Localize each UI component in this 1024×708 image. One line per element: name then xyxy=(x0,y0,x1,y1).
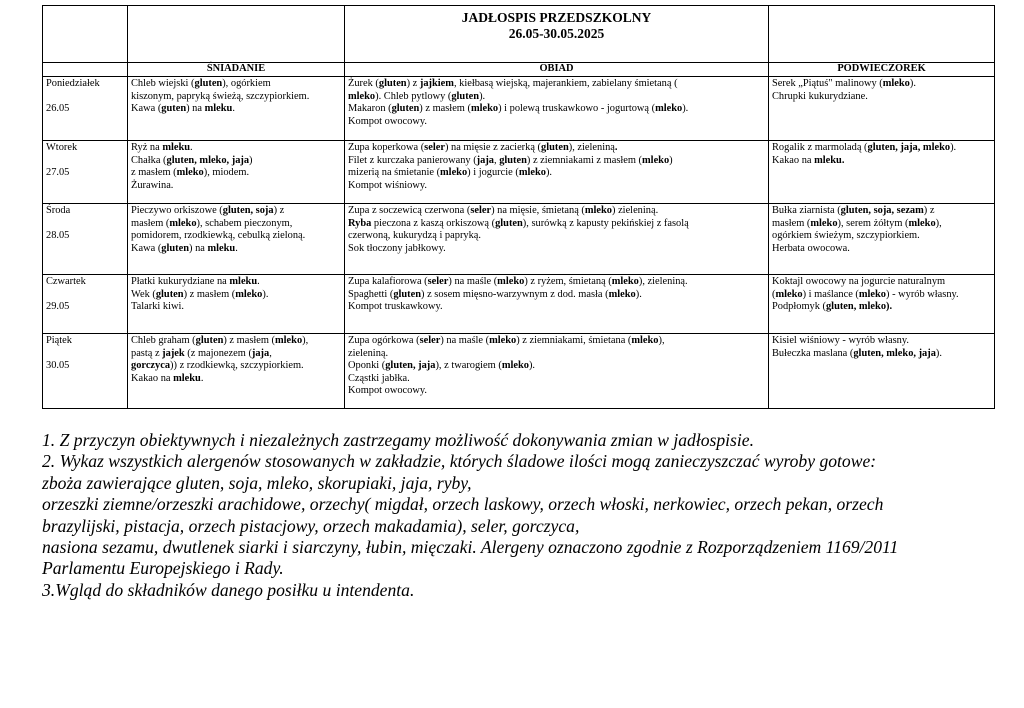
meal-line: Żurawina. xyxy=(131,179,174,191)
meal-line: pastą z jajek (z majonezem (jaja, xyxy=(131,347,272,359)
meal-line: Żurek (gluten) z jajkiem, kiełbasą wiejską, majerankiem, zabielany śmietaną ( xyxy=(348,78,678,89)
meal-line: Chrupki kukurydziane. xyxy=(772,90,868,102)
meal-line: Bułka ziarnista (gluten, soja, sezam) z xyxy=(772,205,935,216)
note-line: 2. Wykaz wszystkich alergenów stosowanych w zakładzie, których śladowe ilości mogą zanieczyszczać wyroby gotowe: xyxy=(42,451,877,472)
meal-line: Płatki kukurydziane na mleku. xyxy=(131,276,260,287)
meal-line: Spaghetti (gluten) z sosem mięsno-warzywnym z dod. masła (mleko). xyxy=(348,288,642,300)
meal-line: Ryż na mleku. xyxy=(131,142,193,153)
meal-line: ogórkiem świeżym, szczypiorkiem. xyxy=(772,230,920,242)
note-line: orzeszki ziemne/orzeszki arachidowe, orzechy( migdał, orzech laskowy, orzech włoski, nerkowiec, orzech pekan, orzech xyxy=(42,494,884,515)
note-line: 1. Z przyczyn obiektywnych i niezależnych zastrzegamy możliwość dokonywania zmian w jadłospisie. xyxy=(42,430,754,450)
breakfast-cell xyxy=(128,275,345,334)
snack-cell xyxy=(769,141,995,204)
day-cell xyxy=(43,204,128,275)
title-cell xyxy=(345,6,769,63)
meal-line: Zupa kalafiorowa (seler) na maśle (mleko) z ryżem, śmietaną (mleko), zieleniną. xyxy=(348,276,688,287)
meal-line: Chałka (gluten, mleko, jaja) xyxy=(131,154,253,166)
note-line: 3.Wgląd do składników danego posiłku u intendenta. xyxy=(42,579,415,600)
breakfast-cell xyxy=(128,141,345,204)
meal-line: Filet z kurczaka panierowany (jaja, gluten) z ziemniakami z masłem (mleko) xyxy=(348,154,673,166)
note-line: brazylijski, pistacja, orzech pistacjowy, orzech makadamia), seler, gorczyca, xyxy=(42,515,580,536)
meal-line: Pieczywo orkiszowe (gluten, soja) z xyxy=(131,205,285,216)
day-name: Poniedziałek xyxy=(46,78,100,89)
meal-line: czerwoną, kukurydzą i papryką. xyxy=(348,230,481,242)
snack-cell xyxy=(769,275,995,334)
note-line: Parlamentu Europejskiego i Rady. xyxy=(42,558,284,579)
meal-line: Bułeczka maslana (gluten, mleko, jaja). xyxy=(772,347,942,359)
title-empty-cell-4 xyxy=(769,6,995,63)
title-empty-cell-1 xyxy=(43,6,128,63)
meal-line: Talarki kiwi. xyxy=(131,301,184,313)
notes-section xyxy=(42,430,1024,601)
note-line: nasiona sezamu, dwutlenek siarki i siarczyny, łubin, mięczaki. Alergeny oznaczono zgodnie z Rozporządzeniem 1169/2011 xyxy=(42,537,899,558)
meal-line: Chleb graham (gluten) z masłem (mleko), xyxy=(131,335,309,346)
day-name: Środa xyxy=(46,205,71,216)
meal-line: Zupa ogórkowa (seler) na maśle (mleko) z ziemniakami, śmietana (mleko), xyxy=(348,335,665,346)
lunch-cell xyxy=(345,334,769,409)
day-name: Czwartek xyxy=(46,276,86,287)
meal-line: z masłem (mleko), miodem. xyxy=(131,167,250,179)
date-range: 26.05-30.05.2025 xyxy=(508,26,605,41)
day-date: 28.05 xyxy=(46,230,70,242)
snack-cell xyxy=(769,204,995,275)
meal-line: Serek „Piątuś" malinowy (mleko). xyxy=(772,78,916,89)
day-date: 29.05 xyxy=(46,301,70,313)
breakfast-cell xyxy=(128,204,345,275)
lunch-cell xyxy=(345,204,769,275)
day-name: Wtorek xyxy=(46,142,78,153)
day-date: 30.05 xyxy=(46,360,70,372)
meal-line: Oponki (gluten, jaja), z twarogiem (mleko). xyxy=(348,360,536,372)
day-date: 26.05 xyxy=(46,103,70,115)
note-line: zboża zawierające gluten, soja, mleko, skorupiaki, jaja, ryby, xyxy=(42,472,472,493)
header-day xyxy=(43,63,128,77)
meal-line: Koktajl owocowy na jogurcie naturalnym xyxy=(772,276,946,287)
header-lunch: OBIAD xyxy=(345,63,769,77)
meal-line: Kawa (gluten) na mleku. xyxy=(131,242,238,254)
meal-line: Chleb wiejski (gluten), ogórkiem xyxy=(131,78,271,89)
meal-line: zieleniną. xyxy=(348,347,389,359)
day-cell xyxy=(43,77,128,141)
header-snack: PODWIECZOREK xyxy=(769,63,995,77)
meal-line: Kompot wiśniowy. xyxy=(348,179,427,191)
day-cell xyxy=(43,275,128,334)
meal-line: mizerią na śmietanie (mleko) i jogurcie (mleko). xyxy=(348,167,553,179)
meal-line: Zupa koperkowa (seler) na mięsie z zacierką (gluten), zieleniną. xyxy=(348,142,618,153)
meal-line: pomidorem, rzodkiewką, cebulką zieloną. xyxy=(131,230,306,242)
meal-line: Cząstki jabłka. xyxy=(348,372,410,384)
meal-line: Kawa (guten) na mleku. xyxy=(131,103,235,115)
meal-line: Podpłomyk (gluten, mleko). xyxy=(772,301,893,313)
menu-table xyxy=(42,5,995,409)
meal-line: Kompot owocowy. xyxy=(348,115,427,127)
day-cell xyxy=(43,334,128,409)
meal-line: Wek (gluten) z masłem (mleko). xyxy=(131,288,269,300)
lunch-cell xyxy=(345,77,769,141)
meal-line: kiszonym, papryką świeżą, szczypiorkiem. xyxy=(131,90,310,102)
meal-line: masłem (mleko), serem żółtym (mleko), xyxy=(772,217,942,229)
meal-line: Kakao na mleku. xyxy=(131,372,204,384)
meal-line: Herbata owocowa. xyxy=(772,242,850,254)
meal-line: Kakao na mleku. xyxy=(772,154,845,166)
breakfast-cell xyxy=(128,334,345,409)
page-title: JADŁOSPIS PRZEDSZKOLNY xyxy=(461,10,652,25)
meal-line: Kompot truskawkowy. xyxy=(348,301,443,313)
lunch-cell xyxy=(345,275,769,334)
breakfast-cell xyxy=(128,77,345,141)
lunch-cell xyxy=(345,141,769,204)
snack-cell xyxy=(769,334,995,409)
title-empty-cell-2 xyxy=(128,6,345,63)
meal-line: gorczyca)) z rzodkiewką, szczypiorkiem. xyxy=(131,360,304,372)
day-cell xyxy=(43,141,128,204)
meal-line: Zupa z soczewicą czerwona (seler) na mięsie, śmietaną (mleko) zieleniną. xyxy=(348,205,659,216)
meal-line: Rogalik z marmoladą (gluten, jaja, mleko). xyxy=(772,142,957,153)
header-breakfast: ŚNIADANIE xyxy=(128,63,345,77)
meal-line: Kompot owocowy. xyxy=(348,385,427,397)
meal-line: Makaron (gluten) z masłem (mleko) i polewą truskawkowo - jogurtową (mleko). xyxy=(348,103,689,115)
meal-line: (mleko) i maślance (mleko) - wyrób własny. xyxy=(772,288,959,300)
day-row-friday xyxy=(43,334,995,409)
day-row-tuesday xyxy=(43,141,995,204)
meal-line: Kisiel wiśniowy - wyrób własny. xyxy=(772,335,909,346)
day-name: Piątek xyxy=(46,335,72,346)
meal-line: mleko). Chleb pytlowy (gluten). xyxy=(348,90,486,102)
day-date: 27.05 xyxy=(46,167,70,179)
snack-cell xyxy=(769,77,995,141)
header-row xyxy=(43,63,995,77)
title-row xyxy=(43,6,995,63)
day-row-monday xyxy=(43,77,995,141)
meal-line: Ryba pieczona z kaszą orkiszową (gluten), surówką z kapusty pekińskiej z fasolą xyxy=(348,217,689,229)
day-row-wednesday xyxy=(43,204,995,275)
meal-line: Sok tłoczony jabłkowy. xyxy=(348,242,446,254)
day-row-thursday xyxy=(43,275,995,334)
meal-line: masłem (mleko), schabem pieczonym, xyxy=(131,217,293,229)
